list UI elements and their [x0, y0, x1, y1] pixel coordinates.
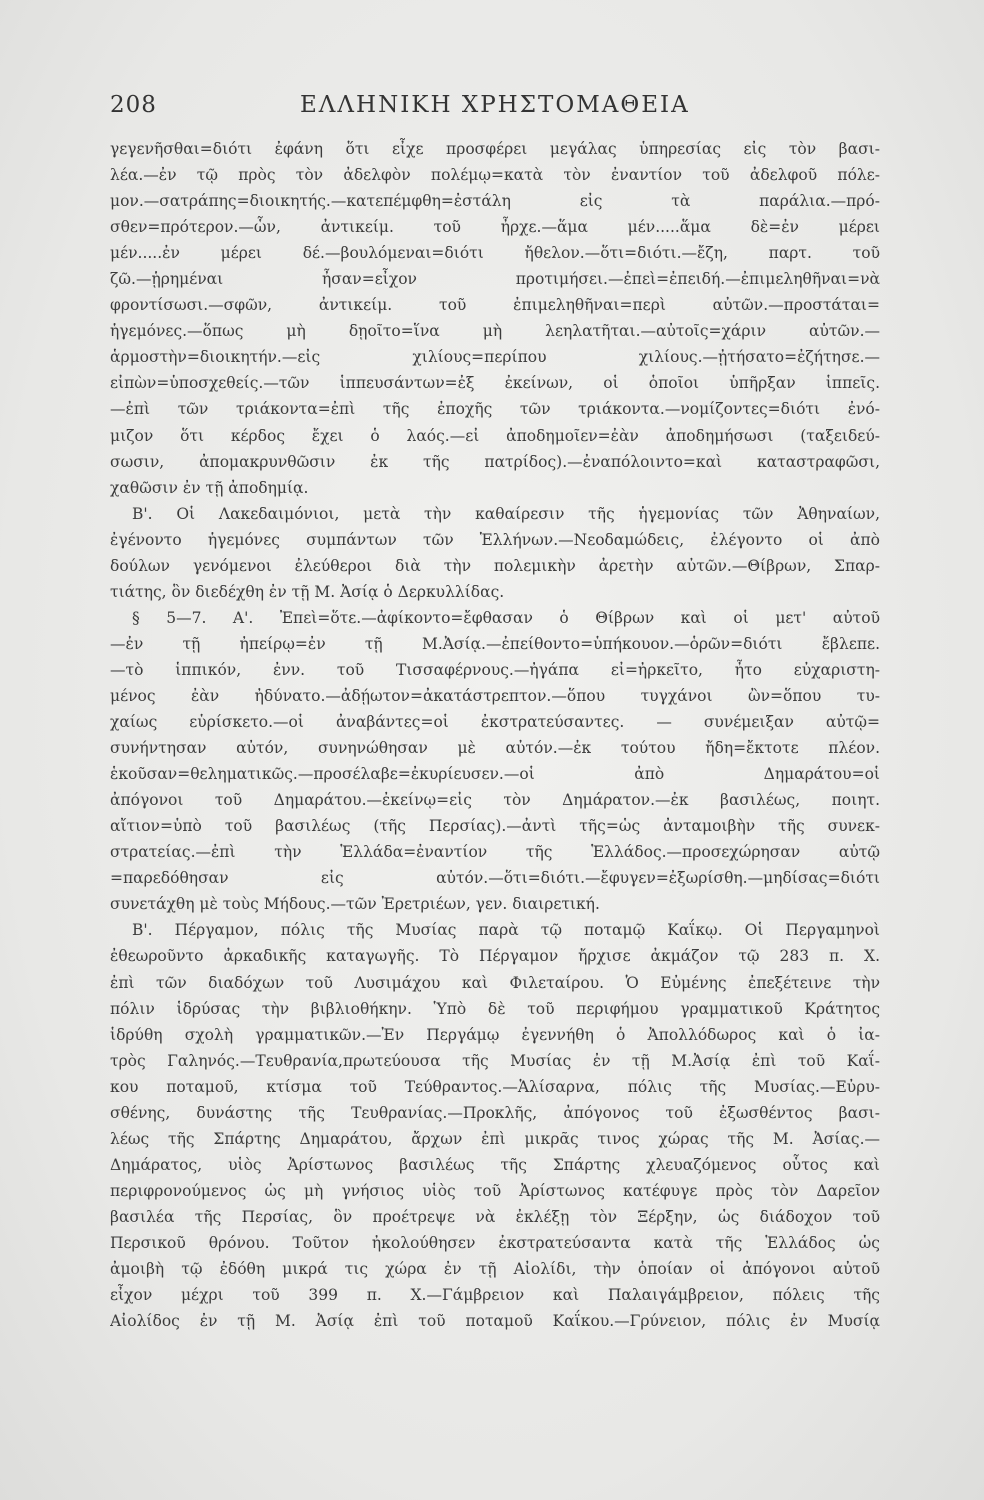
text-line: σθένης, δυνάστης τῆς Τευθρανίας.—Προκλῆς, ἀπόγονος τοῦ ἐξωσθέντος βασι-	[110, 1103, 880, 1122]
text-line: σωσιν, ἀπομακρυνθῶσιν ἐκ τῆς πατρίδος).—ἐναπόλοιντο=καὶ καταστραφῶσι,	[110, 452, 880, 471]
text-line: χαθῶσιν ἐν τῇ ἀποδημίᾳ.	[110, 478, 309, 497]
text-line: Δημάρατος, υἱὸς Ἀρίστωνος βασιλέως τῆς Σπάρτης χλευαζόμενος οὗτος καὶ	[110, 1155, 880, 1174]
text-line: Β'. Οἱ Λακεδαιμόνιοι, μετὰ τὴν καθαίρεσιν τῆς ἡγεμονίας τῶν Ἀθηναίων,	[132, 504, 880, 523]
text-line: ἐγένοντο ἡγεμόνες συμπάντων τῶν Ἑλλήνων.—Νεοδαμώδεις, ἐλέγοντο οἱ ἀπὸ	[110, 530, 880, 549]
text-line: πόλιν ἱδρύσας τὴν βιβλιοθήκην. Ὑπὸ δὲ τοῦ περιφήμου γραμματικοῦ Κράτητος	[110, 999, 880, 1018]
text-line: χαίως εὑρίσκετο.—οἱ ἀναβάντες=οἱ ἐκστρατεύσαντες. — συνέμειξαν αὐτῷ=	[110, 713, 880, 732]
text-line: βασιλέα τῆς Περσίας, ὃν προέτρεψε νὰ ἐκλέξῃ τὸν Ξέρξην, ὡς διάδοχον τοῦ	[110, 1207, 880, 1226]
text-line: στρατείας.—ἐπὶ τὴν Ἑλλάδα=ἐναντίον τῆς Ἑλλάδος.—προσεχώρησαν αὐτῷ	[110, 843, 880, 862]
text-line: =παρεδόθησαν εἰς αὐτόν.—ὅτι=διότι.—ἔφυγεν=ἐξωρίσθη.—μηδίσας=διότι	[110, 869, 880, 888]
text-line: τιάτης, ὃν διεδέχθη ἐν τῇ Μ. Ἀσίᾳ ὁ Δερκυλλίδας.	[110, 582, 505, 601]
text-line: Αἰολίδος ἐν τῇ Μ. Ἀσίᾳ ἐπὶ τοῦ ποταμοῦ Καΐκου.—Γρύνειον, πόλις ἐν Μυσίᾳ	[110, 1312, 880, 1331]
text-line: § 5—7. Α'. Ἐπεὶ=ὅτε.—ἀφίκοντο=ἔφθασαν ὁ Θίβρων καὶ οἱ μετ' αὐτοῦ	[132, 608, 880, 627]
text-line: ἁρμοστὴν=διοικητήν.—εἰς χιλίους=περίπου χιλίους.—ᾐτήσατο=ἐζήτησε.—	[110, 348, 880, 367]
text-line: ἱδρύθη σχολὴ γραμματικῶν.—Ἐν Περγάμῳ ἐγεννήθη ὁ Ἀπολλόδωρος καὶ ὁ ἰα-	[110, 1025, 880, 1044]
text-line: ἑκοῦσαν=θεληματικῶς.—προσέλαβε=ἐκυρίευσεν.—οἱ ἀπὸ Δημαράτου=οἱ	[110, 765, 880, 784]
text-line: τρὸς Γαληνός.—Τευθρανία,πρωτεύουσα τῆς Μυσίας ἐν τῇ Μ.Ἀσίᾳ ἐπὶ τοῦ Καΐ-	[110, 1051, 880, 1070]
text-line: δούλων γενόμενοι ἐλεύθεροι διὰ τὴν πολεμικὴν ἀρετὴν αὐτῶν.—Θίβρων, Σπαρ-	[110, 556, 880, 575]
text-line: εἶχον μέχρι τοῦ 399 π. Χ.—Γάμβρειον καὶ Παλαιγάμβρειον, πόλεις τῆς	[110, 1286, 880, 1305]
running-title: ΕΛΛΗΝΙΚΗ ΧΡΗΣΤΟΜΑΘΕΙΑ	[300, 92, 690, 118]
text-line: —ἐπὶ τῶν τριάκοντα=ἐπὶ τῆς ἐποχῆς τῶν τριάκοντα.—νομίζοντες=διότι ἐνό-	[110, 400, 880, 419]
text-line: λέως τῆς Σπάρτης Δημαράτου, ἄρχων ἐπὶ μικρᾶς τινος χώρας τῆς Μ. Ἀσίας.—	[110, 1129, 880, 1148]
text-line: ἀπόγονοι τοῦ Δημαράτου.—ἐκείνῳ=εἰς τὸν Δημάρατον.—ἐκ βασιλέως, ποιητ.	[110, 791, 880, 810]
text-line: εἰπὼν=ὑποσχεθείς.—τῶν ἱππευσάντων=ἐξ ἐκείνων, οἱ ὁποῖοι ὑπῆρξαν ἱππεῖς.	[110, 374, 880, 393]
text-line: Β'. Πέργαμον, πόλις τῆς Μυσίας παρὰ τῷ ποταμῷ Καΐκῳ. Οἱ Περγαμηνοὶ	[132, 921, 880, 940]
text-line: ἐπὶ τῶν διαδόχων τοῦ Λυσιμάχου καὶ Φιλεταίρου. Ὁ Εὐμένης ἐπεξέτεινε τὴν	[110, 973, 880, 992]
page-header	[110, 92, 880, 128]
body-text	[110, 136, 880, 1334]
text-line: σθεν=πρότερον.—ὧν, ἀντικείμ. τοῦ ἦρχε.—ἅμα μέν.....ἅμα δὲ=ἐν μέρει	[110, 218, 880, 237]
text-line: Περσικοῦ θρόνου. Τοῦτον ἠκολούθησεν ἐκστρατεύσαντα κατὰ τῆς Ἑλλάδος ὡς	[110, 1233, 880, 1252]
text-line: —τὸ ἱππικόν, ἐνν. τοῦ Τισσαφέρνους.—ἠγάπα εἰ=ἠρκεῖτο, ἦτο εὐχαριστη-	[110, 660, 880, 679]
text-line: —ἐν τῇ ἠπείρῳ=ἐν τῇ Μ.Ἀσίᾳ.—ἐπείθοντο=ὑπήκουον.—ὁρῶν=διότι ἔβλεπε.	[110, 634, 880, 653]
text-line: συνήντησαν αὐτόν, συνηνώθησαν μὲ αὐτόν.—ἐκ τούτου ἤδη=ἔκτοτε πλέον.	[110, 739, 880, 758]
text-line: μιζον ὅτι κέρδος ἔχει ὁ λαός.—εἰ ἀποδημοῖεν=ἐὰν ἀποδημήσωσι (ταξειδεύ-	[110, 426, 880, 445]
text-line: ἐθεωροῦντο ἀρκαδικῆς καταγωγῆς. Τὸ Πέργαμον ἤρχισε ἀκμάζον τῷ 283 π. Χ.	[110, 947, 880, 966]
text-line: περιφρονούμενος ὡς μὴ γνήσιος υἱὸς τοῦ Ἀρίστωνος κατέφυγε πρὸς τὸν Δαρεῖον	[110, 1181, 880, 1200]
text-line: λέα.—ἐν τῷ πρὸς τὸν ἀδελφὸν πολέμῳ=κατὰ τὸν ἐναντίον τοῦ ἀδελφοῦ πόλε-	[110, 166, 880, 185]
text-line: φροντίσωσι.—σφῶν, ἀντικείμ. τοῦ ἐπιμεληθῆναι=περὶ αὐτῶν.—προστάται=	[110, 296, 880, 315]
text-line: κου ποταμοῦ, κτίσμα τοῦ Τεύθραντος.—Ἁλίσαρνα, πόλις τῆς Μυσίας.—Εὐρυ-	[110, 1077, 880, 1096]
text-line: ζῶ.—ᾑρημέναι ἦσαν=εἶχον προτιμήσει.—ἐπεὶ=ἐπειδή.—ἐπιμεληθῆναι=νὰ	[110, 270, 880, 289]
text-line: συνετάχθη μὲ τοὺς Μήδους.—τῶν Ἐρετριέων, γεν. διαιρετική.	[110, 895, 600, 914]
text-line: μέν.....ἐν μέρει δέ.—βουλόμεναι=διότι ἤθελον.—ὅτι=διότι.—ἔζη, παρτ. τοῦ	[110, 244, 880, 263]
text-line: μον.—σατράπης=διοικητής.—κατεπέμφθη=ἐστάλη εἰς τὰ παράλια.—πρό-	[110, 192, 880, 211]
page-number: 208	[110, 92, 157, 118]
text-line: μένος ἐὰν ἠδύνατο.—ἀδῄωτον=ἀκατάστρεπτον.—ὅπου τυγχάνοι ὢν=ὅπου τυ-	[110, 686, 880, 705]
text-line: γεγενῆσθαι=διότι ἐφάνη ὅτι εἶχε προσφέρει μεγάλας ὑπηρεσίας εἰς τὸν βασι-	[110, 140, 880, 158]
text-line: ἀμοιβὴ τῷ ἐδόθη μικρά τις χώρα ἐν τῇ Αἰολίδι, τὴν ὁποίαν οἱ ἀπόγονοι αὐτοῦ	[110, 1260, 880, 1279]
text-line: ἡγεμόνες.—ὅπως μὴ δῃοῖτο=ἵνα μὴ λεηλατῆται.—αὐτοῖς=χάριν αὐτῶν.—	[110, 322, 880, 341]
text-line: αἴτιον=ὑπὸ τοῦ βασιλέως (τῆς Περσίας).—ἀντὶ τῆς=ὡς ἀνταμοιβὴν τῆς συνεκ-	[110, 817, 880, 836]
